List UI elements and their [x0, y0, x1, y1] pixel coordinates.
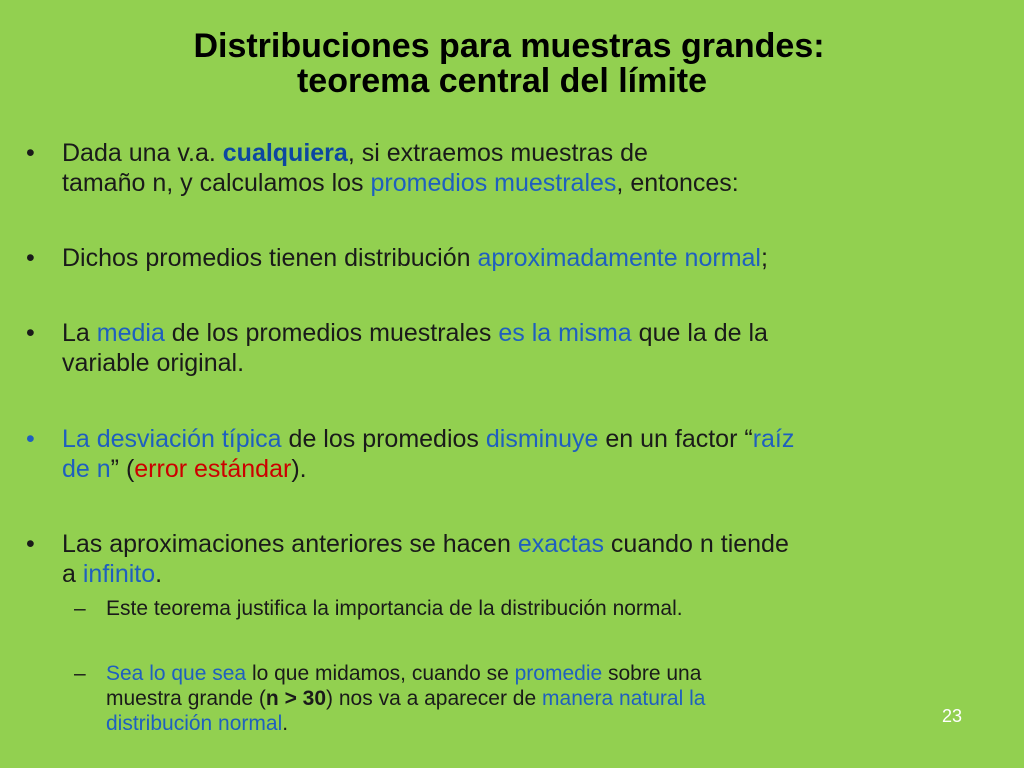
- text: ).: [291, 455, 307, 483]
- text: .: [282, 712, 289, 735]
- highlight-manera-natural: manera natural la: [542, 687, 706, 710]
- text: Las aproximaciones anteriores se hacen: [62, 530, 518, 558]
- bullet-dot: •: [26, 139, 35, 167]
- highlight-raiz: raíz: [752, 425, 795, 453]
- text: tamaño n, y calculamos los: [62, 169, 371, 197]
- text: variable original.: [62, 349, 245, 377]
- highlight-n-gt-30: n > 30: [265, 687, 327, 710]
- highlight-sea-lo-que-sea: Sea lo que sea: [106, 662, 247, 685]
- bullet-3: [26, 318, 982, 378]
- text: lo que midamos, cuando se: [246, 662, 515, 685]
- text: sobre una: [602, 662, 702, 685]
- text: de los promedios: [281, 425, 486, 453]
- highlight-error-estandar: error estándar: [134, 455, 292, 483]
- highlight-distribucion-normal: distribución normal: [106, 712, 283, 735]
- sub-dash: –: [74, 597, 86, 620]
- sub-bullet-2: [74, 661, 916, 736]
- text: a: [62, 560, 83, 588]
- highlight-exactas: exactas: [517, 530, 604, 558]
- highlight-promedios-muestrales: promedios muestrales: [370, 169, 617, 197]
- highlight-media: media: [96, 319, 165, 347]
- text: que la de la: [631, 319, 768, 347]
- highlight-cualquiera: cualquiera: [222, 139, 348, 167]
- text: de los promedios muestrales: [164, 319, 499, 347]
- bullet-dot: •: [26, 530, 35, 558]
- page-number: 23: [941, 706, 962, 726]
- text: en un factor “: [598, 425, 753, 453]
- text: cuando n tiende: [603, 530, 789, 558]
- highlight-de-n: de n: [62, 455, 111, 483]
- bullet-5: [26, 529, 982, 589]
- sub-dash: –: [74, 662, 86, 685]
- text: Este teorema justifica la importancia de la distribución normal.: [106, 597, 683, 620]
- text: ” (: [110, 455, 135, 483]
- bullet-1: [26, 138, 982, 198]
- bullet-2: [26, 243, 982, 273]
- text: muestra grande (: [106, 687, 266, 710]
- text: ) nos va a aparecer de: [326, 687, 543, 710]
- highlight-disminuye: disminuye: [485, 425, 599, 453]
- text: , si extraemos muestras de: [347, 139, 648, 167]
- bullet-4: [26, 424, 982, 484]
- highlight-promedie: promedie: [514, 662, 603, 685]
- text: Dichos promedios tienen distribución: [62, 244, 478, 272]
- highlight-es-la-misma: es la misma: [498, 319, 632, 347]
- text: La: [62, 319, 97, 347]
- highlight-infinito: infinito: [82, 560, 156, 588]
- text: .: [155, 560, 163, 588]
- highlight-desviacion-tipica: La desviación típica: [62, 425, 282, 453]
- bullet-dot: •: [26, 244, 35, 272]
- title-line-2: teorema central del límite: [296, 62, 708, 100]
- bullet-dot: •: [26, 319, 35, 347]
- sub-bullet-1: [74, 596, 916, 621]
- highlight-aprox-normal: aproximadamente normal: [477, 244, 761, 272]
- title-line-1: Distribuciones para muestras grandes:: [193, 27, 825, 65]
- text: ;: [760, 244, 768, 272]
- bullet-dot: •: [26, 425, 35, 453]
- text: Dada una v.a.: [62, 139, 223, 167]
- text: , entonces:: [616, 169, 739, 197]
